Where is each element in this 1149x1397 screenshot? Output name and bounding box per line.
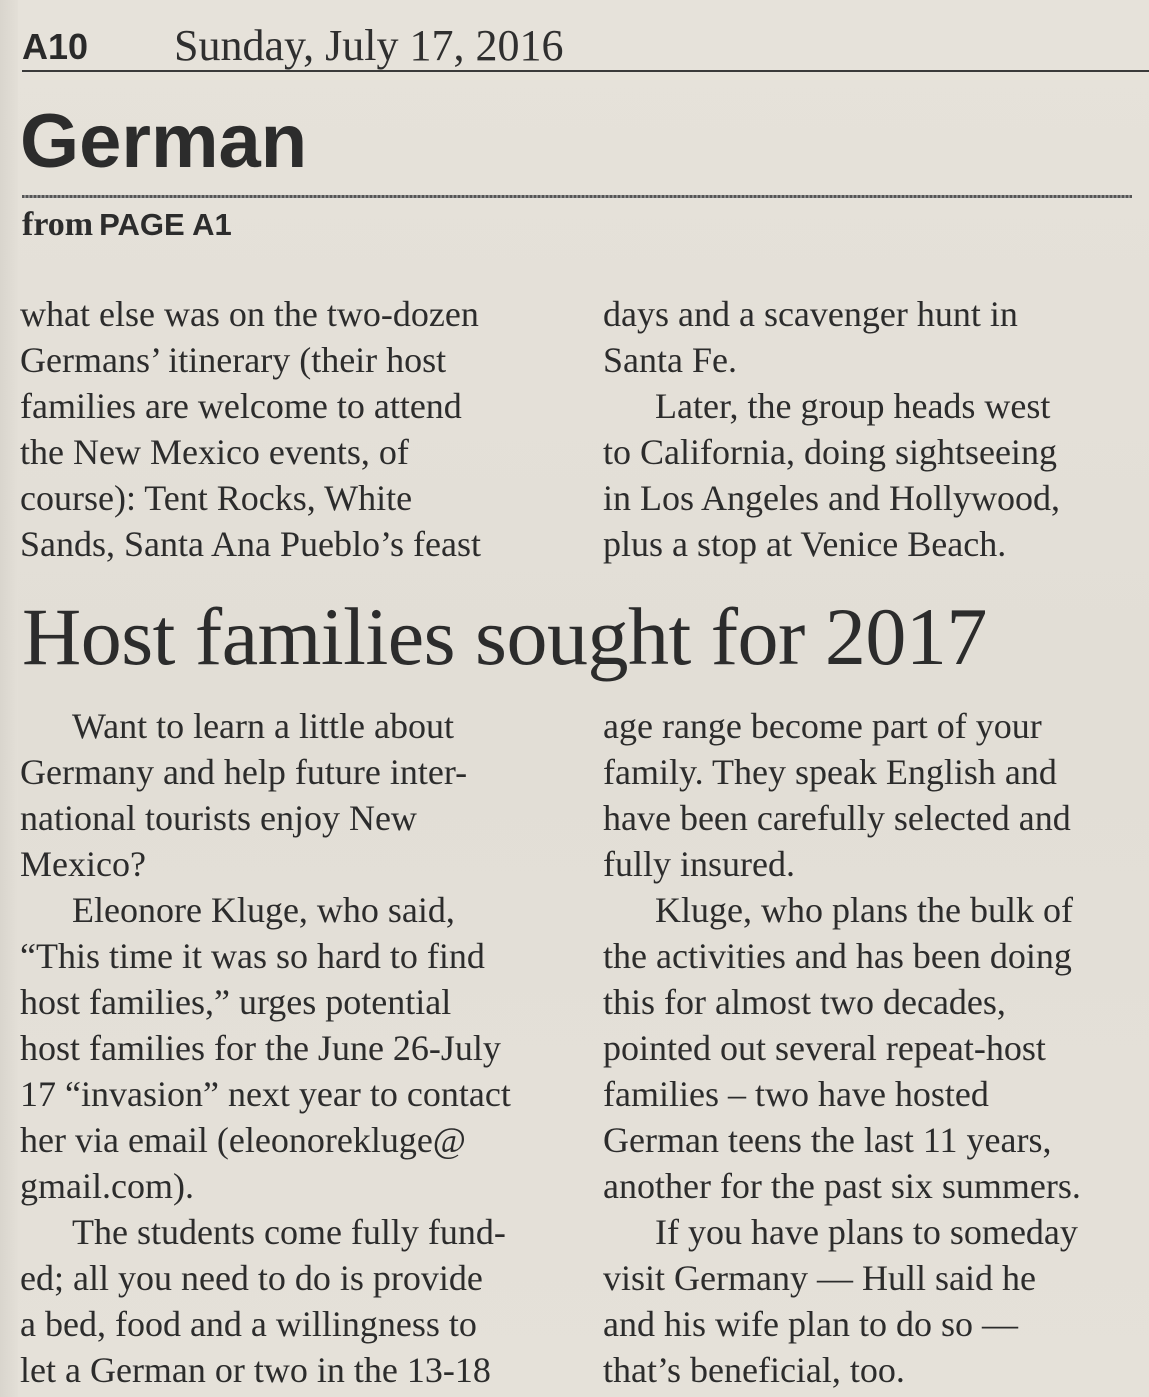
text-line: German teens the last 11 years, — [603, 1120, 1052, 1160]
text-line: If you have plans to someday — [655, 1212, 1078, 1252]
text-line: Germany and help future inter- — [20, 752, 468, 792]
header-rule — [22, 70, 1149, 72]
continued-story-column-1 — [20, 291, 540, 567]
text-line: Later, the group heads west — [655, 386, 1051, 426]
jump-title-rule — [22, 195, 1132, 198]
page-header — [22, 18, 1149, 72]
text-line: Want to learn a little about — [72, 706, 454, 746]
article-headline: Host families sought for 2017 — [22, 591, 987, 682]
text-line: the New Mexico events, of — [20, 432, 409, 472]
text-line: let a German or two in the 13-18 — [20, 1350, 491, 1390]
text-line: in Los Angeles and Hollywood, — [603, 478, 1060, 518]
page-gutter — [0, 0, 18, 1397]
text-line: gmail.com). — [20, 1166, 194, 1206]
text-line: Santa Fe. — [603, 340, 737, 380]
jump-line — [22, 206, 232, 244]
text-line: 17 “invasion” next year to contact — [20, 1074, 511, 1114]
page-number: A10 — [22, 26, 89, 67]
continued-story-column-2 — [603, 291, 1123, 567]
text-line: families are welcome to attend — [20, 386, 462, 426]
text-line: Germans’ itinerary (their host — [20, 340, 447, 380]
jump-page-ref: PAGE A1 — [99, 207, 232, 242]
text-line: host families for the June 26-July — [20, 1028, 501, 1068]
article-column-1 — [20, 703, 552, 1393]
text-line: the activities and has been doing — [603, 936, 1072, 976]
jump-from-label: from — [22, 206, 94, 243]
text-line: Eleonore Kluge, who said, — [72, 890, 455, 930]
text-line: Sands, Santa Ana Pueblo’s feast — [20, 524, 481, 564]
text-line: another for the past six summers. — [603, 1166, 1081, 1206]
text-line: and his wife plan to do so — — [603, 1304, 1018, 1344]
text-line: this for almost two decades, — [603, 982, 1006, 1022]
text-line: The students come fully fund- — [72, 1212, 506, 1252]
jump-title: German — [20, 99, 308, 184]
text-line: family. They speak English and — [603, 752, 1057, 792]
text-line: Kluge, who plans the bulk of — [655, 890, 1073, 930]
text-line: “This time it was so hard to find — [20, 936, 485, 976]
text-line: to California, doing sightseeing — [603, 432, 1057, 472]
text-line: national tourists enjoy New — [20, 798, 417, 838]
text-line: course): Tent Rocks, White — [20, 478, 413, 518]
text-line: a bed, food and a willingness to — [20, 1304, 477, 1344]
text-line: ed; all you need to do is provide — [20, 1258, 483, 1298]
text-line: Mexico? — [20, 844, 146, 884]
text-line: families – two have hosted — [603, 1074, 989, 1114]
text-line: days and a scavenger hunt in — [603, 294, 1018, 334]
article-column-2 — [603, 703, 1135, 1393]
text-line: age range become part of your — [603, 706, 1042, 746]
text-line: host families,” urges potential — [20, 982, 452, 1022]
text-line: that’s beneficial, too. — [603, 1350, 905, 1390]
text-line: plus a stop at Venice Beach. — [603, 524, 1007, 564]
text-line: fully insured. — [603, 844, 795, 884]
text-line: pointed out several repeat-host — [603, 1028, 1046, 1068]
text-line: have been carefully selected and — [603, 798, 1071, 838]
publication-date: Sunday, July 17, 2016 — [174, 21, 564, 70]
text-line: visit Germany — Hull said he — [603, 1258, 1036, 1298]
text-line: her via email (eleonorekluge@ — [20, 1120, 466, 1160]
text-line: what else was on the two-dozen — [20, 294, 479, 334]
